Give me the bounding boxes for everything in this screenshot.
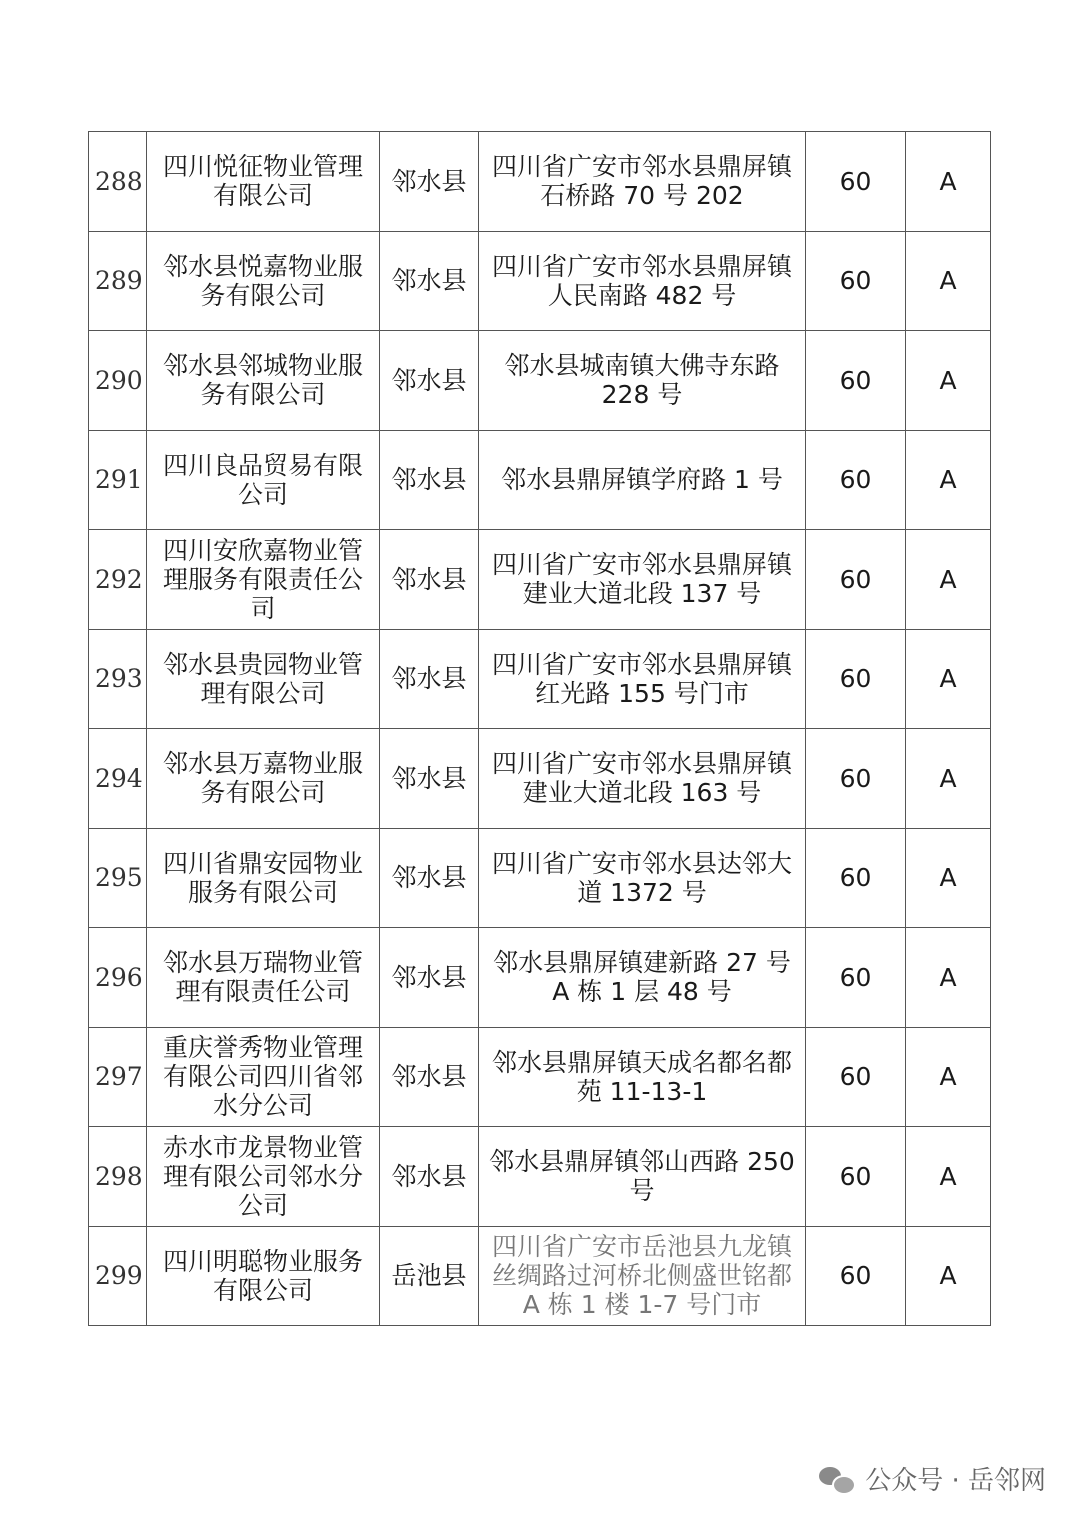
table-row (89, 530, 991, 630)
table-row (89, 231, 991, 331)
row-number: 288 (89, 132, 147, 232)
grade: A (906, 530, 991, 630)
county: 邻水县 (380, 530, 479, 630)
table-row (89, 928, 991, 1028)
table-row (89, 132, 991, 232)
row-number: 298 (89, 1127, 147, 1227)
score: 60 (806, 430, 906, 530)
company-name: 邻水县贵园物业管理有限公司 (147, 629, 380, 729)
address: 四川省广安市岳池县九龙镇丝绸路过河桥北侧盛世铭都 A 栋 1 楼 1-7 号门市 (479, 1226, 806, 1326)
table-row (89, 629, 991, 729)
grade: A (906, 1127, 991, 1227)
address: 邻水县鼎屏镇天成名都名都苑 11-13-1 (479, 1027, 806, 1127)
address: 四川省广安市邻水县鼎屏镇建业大道北段 137 号 (479, 530, 806, 630)
row-number: 295 (89, 828, 147, 928)
company-name: 重庆誉秀物业管理有限公司四川省邻水分公司 (147, 1027, 380, 1127)
wechat-icon (819, 1465, 855, 1493)
county: 邻水县 (380, 629, 479, 729)
address: 邻水县鼎屏镇建新路 27 号 A 栋 1 层 48 号 (479, 928, 806, 1028)
table-row (89, 430, 991, 530)
score: 60 (806, 729, 906, 829)
row-number: 296 (89, 928, 147, 1028)
address: 四川省广安市邻水县鼎屏镇建业大道北段 163 号 (479, 729, 806, 829)
watermark (819, 1460, 1046, 1497)
table-row (89, 1027, 991, 1127)
company-name: 四川良品贸易有限公司 (147, 430, 380, 530)
score: 60 (806, 928, 906, 1028)
score: 60 (806, 828, 906, 928)
company-name: 四川悦征物业管理有限公司 (147, 132, 380, 232)
company-table (88, 131, 991, 1326)
county: 邻水县 (380, 729, 479, 829)
company-name: 邻水县万嘉物业服务有限公司 (147, 729, 380, 829)
grade: A (906, 1027, 991, 1127)
grade: A (906, 1226, 991, 1326)
grade: A (906, 729, 991, 829)
address: 邻水县鼎屏镇学府路 1 号 (479, 430, 806, 530)
score: 60 (806, 629, 906, 729)
county: 邻水县 (380, 828, 479, 928)
grade: A (906, 331, 991, 431)
address: 邻水县鼎屏镇邻山西路 250 号 (479, 1127, 806, 1227)
county: 邻水县 (380, 132, 479, 232)
grade: A (906, 828, 991, 928)
county: 邻水县 (380, 331, 479, 431)
county: 邻水县 (380, 1027, 479, 1127)
county: 邻水县 (380, 231, 479, 331)
address: 邻水县城南镇大佛寺东路 228 号 (479, 331, 806, 431)
score: 60 (806, 530, 906, 630)
company-name: 赤水市龙景物业管理有限公司邻水分公司 (147, 1127, 380, 1227)
county: 邻水县 (380, 430, 479, 530)
watermark-text: 公众号 · 岳邻网 (865, 1466, 1046, 1496)
grade: A (906, 430, 991, 530)
score: 60 (806, 1226, 906, 1326)
company-name: 四川明聪物业服务有限公司 (147, 1226, 380, 1326)
address: 四川省广安市邻水县鼎屏镇红光路 155 号门市 (479, 629, 806, 729)
table-row (89, 331, 991, 431)
county: 邻水县 (380, 1127, 479, 1227)
address: 四川省广安市邻水县鼎屏镇石桥路 70 号 202 (479, 132, 806, 232)
score: 60 (806, 132, 906, 232)
grade: A (906, 231, 991, 331)
table-row (89, 1226, 991, 1326)
company-name: 四川安欣嘉物业管理服务有限责任公司 (147, 530, 380, 630)
row-number: 291 (89, 430, 147, 530)
table-row (89, 828, 991, 928)
grade: A (906, 132, 991, 232)
row-number: 299 (89, 1226, 147, 1326)
row-number: 292 (89, 530, 147, 630)
county: 邻水县 (380, 928, 479, 1028)
company-name: 四川省鼎安园物业服务有限公司 (147, 828, 380, 928)
row-number: 293 (89, 629, 147, 729)
grade: A (906, 629, 991, 729)
score: 60 (806, 1027, 906, 1127)
score: 60 (806, 1127, 906, 1227)
county: 岳池县 (380, 1226, 479, 1326)
grade: A (906, 928, 991, 1028)
row-number: 290 (89, 331, 147, 431)
company-name: 邻水县万瑞物业管理有限责任公司 (147, 928, 380, 1028)
row-number: 297 (89, 1027, 147, 1127)
score: 60 (806, 231, 906, 331)
row-number: 294 (89, 729, 147, 829)
score: 60 (806, 331, 906, 431)
row-number: 289 (89, 231, 147, 331)
address: 四川省广安市邻水县鼎屏镇人民南路 482 号 (479, 231, 806, 331)
company-name: 邻水县邻城物业服务有限公司 (147, 331, 380, 431)
table-row (89, 1127, 991, 1227)
address: 四川省广安市邻水县达邻大道 1372 号 (479, 828, 806, 928)
company-name: 邻水县悦嘉物业服务有限公司 (147, 231, 380, 331)
table-row (89, 729, 991, 829)
